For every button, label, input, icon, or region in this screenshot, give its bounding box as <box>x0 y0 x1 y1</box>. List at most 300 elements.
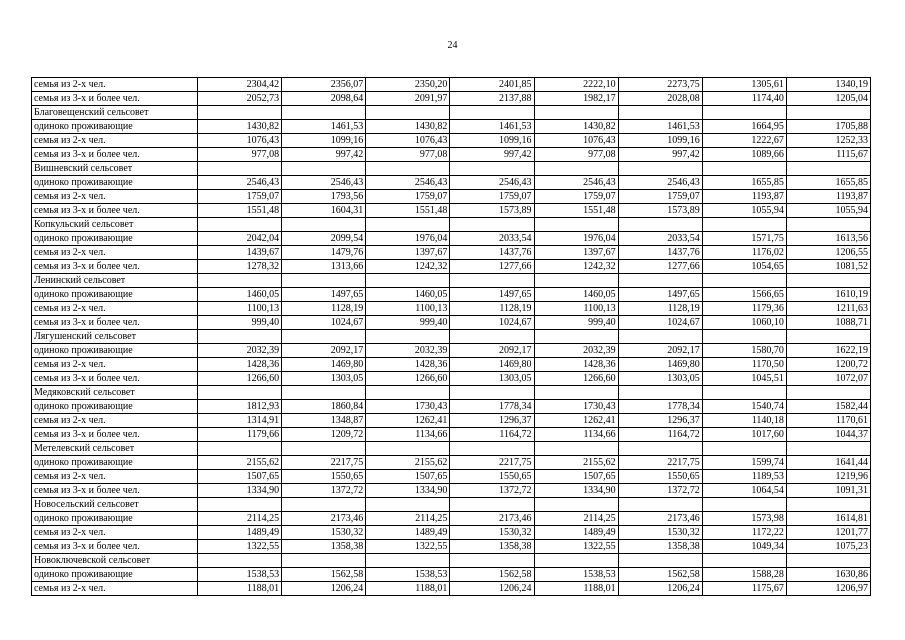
table-cell: 1551,48 <box>366 204 450 218</box>
table-cell <box>702 498 786 512</box>
table-cell <box>366 330 450 344</box>
table-cell: 1976,04 <box>366 232 450 246</box>
table-cell: 1076,43 <box>534 134 618 148</box>
table-cell: 2032,39 <box>198 344 282 358</box>
table-cell: 2350,20 <box>366 78 450 92</box>
table-cell: 999,40 <box>534 316 618 330</box>
table-cell: 1134,66 <box>366 428 450 442</box>
table-cell: 1188,01 <box>198 582 282 596</box>
table-cell <box>618 274 702 288</box>
table-cell: 1334,90 <box>366 484 450 498</box>
table-cell: 1397,67 <box>366 246 450 260</box>
table-cell <box>198 330 282 344</box>
table-cell <box>198 386 282 400</box>
table-row <box>32 246 871 260</box>
table-cell: 1045,51 <box>702 372 786 386</box>
row-label: семья из 3-х и более чел. <box>32 148 198 162</box>
table-cell: 1479,76 <box>282 246 366 260</box>
table-cell <box>450 162 534 176</box>
table-cell <box>618 442 702 456</box>
table-cell: 1206,97 <box>786 582 870 596</box>
table-cell <box>618 218 702 232</box>
table-cell: 1188,01 <box>534 582 618 596</box>
section-row <box>32 386 871 400</box>
table-cell: 1200,72 <box>786 358 870 372</box>
table-cell: 1277,66 <box>450 260 534 274</box>
row-label: одиноко проживающие <box>32 288 198 302</box>
tariff-table <box>31 77 871 596</box>
table-cell: 1024,67 <box>450 316 534 330</box>
table-cell: 1348,87 <box>282 414 366 428</box>
table-cell: 1610,19 <box>786 288 870 302</box>
table-cell: 1397,67 <box>534 246 618 260</box>
table-cell: 1551,48 <box>534 204 618 218</box>
table-cell <box>786 274 870 288</box>
row-label: семья из 2-х чел. <box>32 302 198 316</box>
table-cell: 1982,17 <box>534 92 618 106</box>
table-cell: 1469,80 <box>282 358 366 372</box>
row-label: семья из 3-х и более чел. <box>32 204 198 218</box>
table-cell <box>534 162 618 176</box>
table-cell <box>198 274 282 288</box>
table-cell: 999,40 <box>366 316 450 330</box>
table-cell: 1655,85 <box>702 176 786 190</box>
table-cell: 1430,82 <box>534 120 618 134</box>
table-cell: 1242,32 <box>366 260 450 274</box>
table-cell <box>702 442 786 456</box>
table-cell: 1211,63 <box>786 302 870 316</box>
table-cell <box>366 218 450 232</box>
section-row <box>32 554 871 568</box>
table-cell <box>534 330 618 344</box>
row-label: одиноко проживающие <box>32 512 198 526</box>
table-cell: 1193,87 <box>786 190 870 204</box>
table-cell: 977,08 <box>366 148 450 162</box>
table-cell: 1588,28 <box>702 568 786 582</box>
table-cell <box>450 330 534 344</box>
row-label: одиноко проживающие <box>32 176 198 190</box>
table-cell: 1507,65 <box>534 470 618 484</box>
table-cell: 1322,55 <box>366 540 450 554</box>
section-label: Благовещенский сельсовет <box>32 106 198 120</box>
table-cell: 1017,60 <box>702 428 786 442</box>
table-cell: 1622,19 <box>786 344 870 358</box>
table-cell: 1179,36 <box>702 302 786 316</box>
section-row <box>32 442 871 456</box>
table-cell: 1461,53 <box>282 120 366 134</box>
table-cell: 1562,58 <box>282 568 366 582</box>
table-row <box>32 414 871 428</box>
table-cell: 2032,39 <box>534 344 618 358</box>
row-label: одиноко проживающие <box>32 400 198 414</box>
table-cell: 1189,53 <box>702 470 786 484</box>
table-cell <box>450 106 534 120</box>
table-row <box>32 316 871 330</box>
table-cell: 977,08 <box>534 148 618 162</box>
table-row <box>32 190 871 204</box>
table-cell: 1460,05 <box>534 288 618 302</box>
table-row <box>32 344 871 358</box>
section-label: Медяковский сельсовет <box>32 386 198 400</box>
table-cell: 2222,10 <box>534 78 618 92</box>
table-cell: 1134,66 <box>534 428 618 442</box>
table-cell: 1075,23 <box>786 540 870 554</box>
table-cell <box>786 442 870 456</box>
table-cell: 1305,61 <box>702 78 786 92</box>
row-label: семья из 3-х и более чел. <box>32 540 198 554</box>
table-cell: 1174,40 <box>702 92 786 106</box>
table-cell: 1573,89 <box>450 204 534 218</box>
table-cell: 2173,46 <box>618 512 702 526</box>
table-cell: 1314,91 <box>198 414 282 428</box>
table-cell: 1538,53 <box>198 568 282 582</box>
table-cell: 1076,43 <box>366 134 450 148</box>
table-cell: 1664,95 <box>702 120 786 134</box>
table-cell: 1179,66 <box>198 428 282 442</box>
table-cell: 1497,65 <box>450 288 534 302</box>
table-cell: 1055,94 <box>702 204 786 218</box>
table-cell <box>450 554 534 568</box>
table-cell <box>534 554 618 568</box>
section-label: Метелевский сельсовет <box>32 442 198 456</box>
table-cell: 1778,34 <box>450 400 534 414</box>
table-row <box>32 302 871 316</box>
table-row <box>32 484 871 498</box>
table-cell: 1613,56 <box>786 232 870 246</box>
table-cell: 1313,66 <box>282 260 366 274</box>
table-cell <box>198 554 282 568</box>
table-cell: 1507,65 <box>198 470 282 484</box>
table-cell <box>198 498 282 512</box>
table-body <box>32 78 871 596</box>
table-cell <box>534 386 618 400</box>
table-row <box>32 232 871 246</box>
table-cell: 997,42 <box>282 148 366 162</box>
section-row <box>32 106 871 120</box>
row-label: семья из 3-х и более чел. <box>32 92 198 106</box>
row-label: одиноко проживающие <box>32 344 198 358</box>
table-cell: 1437,76 <box>450 246 534 260</box>
table-cell <box>618 330 702 344</box>
table-cell: 1252,33 <box>786 134 870 148</box>
row-label: семья из 2-х чел. <box>32 78 198 92</box>
table-cell: 1334,90 <box>534 484 618 498</box>
table-cell <box>450 218 534 232</box>
table-row <box>32 358 871 372</box>
table-cell: 2217,75 <box>450 456 534 470</box>
table-cell: 1428,36 <box>366 358 450 372</box>
table-cell: 1193,87 <box>702 190 786 204</box>
table-cell <box>450 498 534 512</box>
table-cell: 2092,17 <box>450 344 534 358</box>
table-cell: 1530,32 <box>450 526 534 540</box>
table-cell <box>786 330 870 344</box>
table-cell: 1705,88 <box>786 120 870 134</box>
table-row <box>32 526 871 540</box>
table-cell: 1497,65 <box>618 288 702 302</box>
table-cell: 1428,36 <box>534 358 618 372</box>
table-cell <box>702 330 786 344</box>
table-cell: 1358,38 <box>282 540 366 554</box>
table-cell: 1530,32 <box>282 526 366 540</box>
table-cell: 1049,34 <box>702 540 786 554</box>
table-cell: 2173,46 <box>282 512 366 526</box>
table-cell: 1266,60 <box>198 372 282 386</box>
table-cell: 1303,05 <box>450 372 534 386</box>
table-cell: 1115,67 <box>786 148 870 162</box>
table-row <box>32 288 871 302</box>
table-cell: 1530,32 <box>618 526 702 540</box>
table-cell: 2098,64 <box>282 92 366 106</box>
table-cell: 1759,07 <box>618 190 702 204</box>
section-label: Лягушенский сельсовет <box>32 330 198 344</box>
table-cell: 2546,43 <box>198 176 282 190</box>
row-label: одиноко проживающие <box>32 568 198 582</box>
table-cell <box>702 386 786 400</box>
table-cell: 2173,46 <box>450 512 534 526</box>
table-cell: 1550,65 <box>450 470 534 484</box>
table-row <box>32 120 871 134</box>
table-cell: 2304,42 <box>198 78 282 92</box>
table-cell: 1372,72 <box>618 484 702 498</box>
table-cell <box>450 274 534 288</box>
table-cell: 1262,41 <box>534 414 618 428</box>
section-row <box>32 162 871 176</box>
table-cell: 1100,13 <box>198 302 282 316</box>
table-cell <box>282 554 366 568</box>
row-label: семья из 2-х чел. <box>32 358 198 372</box>
table-cell: 1489,49 <box>534 526 618 540</box>
table-row <box>32 92 871 106</box>
table-cell: 1573,89 <box>618 204 702 218</box>
table-cell: 1372,72 <box>450 484 534 498</box>
table-row <box>32 176 871 190</box>
table-cell: 1296,37 <box>618 414 702 428</box>
table-cell: 997,42 <box>450 148 534 162</box>
table-cell: 1460,05 <box>366 288 450 302</box>
table-cell: 977,08 <box>198 148 282 162</box>
table-cell: 2217,75 <box>618 456 702 470</box>
table-cell <box>198 106 282 120</box>
table-cell: 1538,53 <box>366 568 450 582</box>
table-cell: 1469,80 <box>618 358 702 372</box>
table-cell: 1054,65 <box>702 260 786 274</box>
table-cell <box>702 274 786 288</box>
table-cell <box>282 218 366 232</box>
table-cell <box>282 162 366 176</box>
table-cell: 1540,74 <box>702 400 786 414</box>
table-cell: 1296,37 <box>450 414 534 428</box>
table-cell: 2155,62 <box>198 456 282 470</box>
table-row <box>32 372 871 386</box>
table-cell: 1469,80 <box>450 358 534 372</box>
table-cell: 1072,07 <box>786 372 870 386</box>
page-number: 24 <box>447 40 458 51</box>
table-cell <box>534 106 618 120</box>
section-label: Новосельский сельсовет <box>32 498 198 512</box>
row-label: семья из 3-х и более чел. <box>32 428 198 442</box>
table-cell: 1266,60 <box>534 372 618 386</box>
table-cell: 2099,54 <box>282 232 366 246</box>
table-cell: 1580,70 <box>702 344 786 358</box>
table-cell: 1497,65 <box>282 288 366 302</box>
table-cell: 1170,50 <box>702 358 786 372</box>
table-cell: 2092,17 <box>618 344 702 358</box>
table-row <box>32 568 871 582</box>
row-label: семья из 2-х чел. <box>32 190 198 204</box>
table-row <box>32 78 871 92</box>
section-row <box>32 274 871 288</box>
table-cell <box>618 498 702 512</box>
table-cell: 1566,65 <box>702 288 786 302</box>
table-cell: 1812,93 <box>198 400 282 414</box>
table-cell <box>282 330 366 344</box>
table-cell: 1437,76 <box>618 246 702 260</box>
row-label: семья из 2-х чел. <box>32 134 198 148</box>
table-cell: 1089,66 <box>702 148 786 162</box>
table-cell <box>618 106 702 120</box>
table-cell: 2033,54 <box>618 232 702 246</box>
table-cell: 1793,56 <box>282 190 366 204</box>
table-cell: 1024,67 <box>618 316 702 330</box>
row-label: семья из 3-х и более чел. <box>32 316 198 330</box>
table-cell: 2137,88 <box>450 92 534 106</box>
table-cell: 2546,43 <box>450 176 534 190</box>
table-cell: 1172,22 <box>702 526 786 540</box>
table-row <box>32 540 871 554</box>
table-cell: 2546,43 <box>282 176 366 190</box>
table-cell: 2546,43 <box>618 176 702 190</box>
table-row <box>32 512 871 526</box>
table-cell <box>702 218 786 232</box>
table-cell: 1340,19 <box>786 78 870 92</box>
table-cell: 2401,85 <box>450 78 534 92</box>
table-cell: 1164,72 <box>618 428 702 442</box>
table-cell: 1730,43 <box>366 400 450 414</box>
table-cell: 1100,13 <box>534 302 618 316</box>
table-cell: 2042,04 <box>198 232 282 246</box>
table-row <box>32 204 871 218</box>
table-cell: 1573,98 <box>702 512 786 526</box>
table-cell: 1303,05 <box>282 372 366 386</box>
table-cell <box>534 498 618 512</box>
table-cell: 2091,97 <box>366 92 450 106</box>
table-cell <box>366 162 450 176</box>
table-cell: 1060,10 <box>702 316 786 330</box>
table-cell: 1759,07 <box>198 190 282 204</box>
table-cell: 2217,75 <box>282 456 366 470</box>
table-cell: 2033,54 <box>450 232 534 246</box>
table-cell <box>282 442 366 456</box>
table-cell: 1461,53 <box>450 120 534 134</box>
table-cell <box>702 554 786 568</box>
table-cell: 1430,82 <box>198 120 282 134</box>
table-row <box>32 470 871 484</box>
table-cell: 997,42 <box>618 148 702 162</box>
table-cell <box>618 162 702 176</box>
table-cell: 1222,67 <box>702 134 786 148</box>
table-cell: 2155,62 <box>366 456 450 470</box>
table-cell: 1599,74 <box>702 456 786 470</box>
table-cell <box>786 218 870 232</box>
table-cell: 1430,82 <box>366 120 450 134</box>
table-cell <box>450 386 534 400</box>
table-cell <box>198 442 282 456</box>
table-row <box>32 428 871 442</box>
table-cell: 1655,85 <box>786 176 870 190</box>
table-cell: 1372,72 <box>282 484 366 498</box>
table-cell: 1242,32 <box>534 260 618 274</box>
row-label: одиноко проживающие <box>32 232 198 246</box>
table-cell: 1140,18 <box>702 414 786 428</box>
row-label: семья из 2-х чел. <box>32 414 198 428</box>
table-cell: 1507,65 <box>366 470 450 484</box>
row-label: одиноко проживающие <box>32 120 198 134</box>
table-cell <box>786 162 870 176</box>
table-cell: 1461,53 <box>618 120 702 134</box>
table-cell: 2356,07 <box>282 78 366 92</box>
table-cell: 1024,67 <box>282 316 366 330</box>
table-cell: 1219,96 <box>786 470 870 484</box>
table-cell: 1100,13 <box>366 302 450 316</box>
table-cell: 1358,38 <box>450 540 534 554</box>
table-cell: 999,40 <box>198 316 282 330</box>
row-label: семья из 2-х чел. <box>32 246 198 260</box>
table-cell: 1128,19 <box>450 302 534 316</box>
table-cell: 1206,24 <box>618 582 702 596</box>
table-cell: 1730,43 <box>534 400 618 414</box>
table-cell: 1044,37 <box>786 428 870 442</box>
table-cell: 1428,36 <box>198 358 282 372</box>
table-cell: 1604,31 <box>282 204 366 218</box>
table-cell: 1081,52 <box>786 260 870 274</box>
table-cell: 1550,65 <box>282 470 366 484</box>
row-label: семья из 2-х чел. <box>32 582 198 596</box>
table-cell: 1759,07 <box>450 190 534 204</box>
table-cell: 1206,55 <box>786 246 870 260</box>
table-cell <box>786 498 870 512</box>
table-cell <box>282 106 366 120</box>
table-cell: 1128,19 <box>282 302 366 316</box>
table-cell: 1358,38 <box>618 540 702 554</box>
table-cell <box>702 106 786 120</box>
table-cell: 1164,72 <box>450 428 534 442</box>
table-cell: 1439,67 <box>198 246 282 260</box>
table-cell: 2114,25 <box>198 512 282 526</box>
table-cell: 1064,54 <box>702 484 786 498</box>
table-cell <box>366 442 450 456</box>
table-cell: 1460,05 <box>198 288 282 302</box>
table-cell: 1562,58 <box>450 568 534 582</box>
table-cell: 1055,94 <box>786 204 870 218</box>
table-cell: 1099,16 <box>282 134 366 148</box>
table-cell <box>282 498 366 512</box>
table-cell <box>702 162 786 176</box>
table-cell <box>282 274 366 288</box>
table-cell <box>786 106 870 120</box>
row-label: семья из 3-х и более чел. <box>32 372 198 386</box>
table-cell <box>366 274 450 288</box>
section-row <box>32 330 871 344</box>
table-cell <box>786 554 870 568</box>
table-cell: 1562,58 <box>618 568 702 582</box>
table-cell: 1322,55 <box>534 540 618 554</box>
table-cell: 1128,19 <box>618 302 702 316</box>
table-cell: 2114,25 <box>534 512 618 526</box>
table-cell: 1170,61 <box>786 414 870 428</box>
table-cell: 1266,60 <box>366 372 450 386</box>
row-label: семья из 2-х чел. <box>32 526 198 540</box>
